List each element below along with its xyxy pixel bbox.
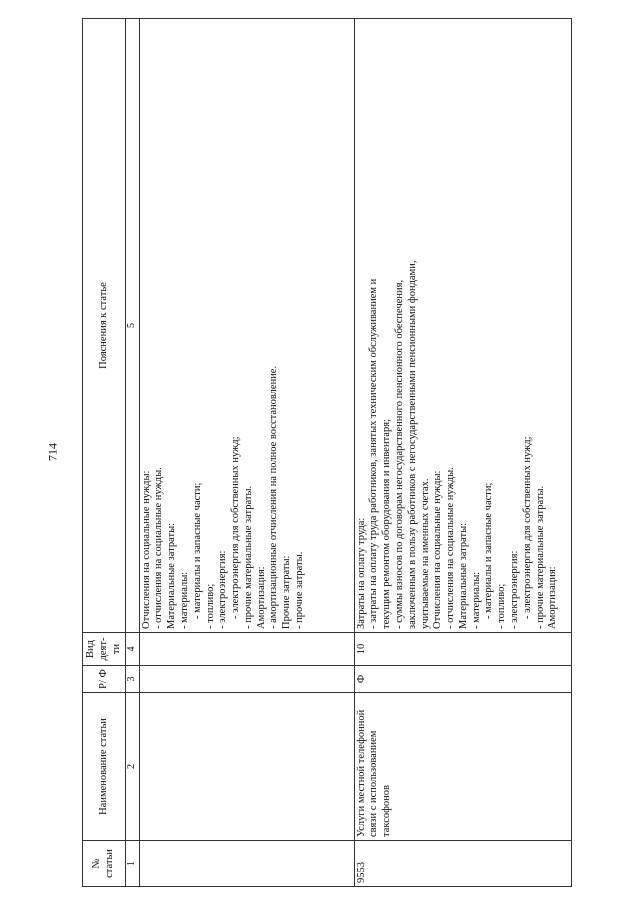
explanation-line: Амортизация:	[255, 566, 267, 629]
table-wrapper	[82, 19, 572, 887]
explanation-line: - топливо;	[496, 583, 508, 629]
header-item-name: Наименование статьи	[83, 693, 126, 841]
column-number: 1	[126, 841, 139, 887]
explanation-line: - топливо;	[204, 583, 216, 629]
explanation-line: - электроэнергия для собственных нужд;	[230, 436, 242, 619]
explanation-line: - материалы:	[470, 571, 482, 629]
explanation-line: - материалы:	[178, 571, 190, 629]
explanation-line: Материальные затраты:	[166, 522, 178, 629]
explanation-line: - электроэнергия:	[509, 550, 521, 629]
explanation-line: - прочие материальные затраты.	[242, 485, 254, 629]
item-explanation	[139, 19, 354, 633]
item-activity: 10	[354, 633, 571, 666]
explanation-line: Отчисления на социальные нужды:	[432, 470, 444, 629]
column-number: 3	[126, 666, 139, 693]
explanation-line: - прочие материальные затраты.	[534, 485, 546, 629]
explanation-line: Затраты на оплату труда:	[355, 517, 367, 629]
explanation-line: - амортизационные отчисления на полное восстановление.	[268, 365, 280, 629]
page-number: 714	[45, 443, 60, 461]
item-rf	[139, 666, 354, 693]
column-number: 5	[126, 19, 139, 633]
header-item-number: № статьи	[83, 841, 126, 887]
explanation-line: текущим ремонтом оборудования и инвентаря;	[381, 419, 393, 629]
explanation-line: - материалы и запасные части;	[191, 482, 203, 619]
explanation-line: Амортизация:	[547, 566, 559, 629]
item-explanation	[354, 19, 571, 633]
explanation-line: - суммы взносов по договорам негосударственного пенсионного обеспечения,	[393, 279, 405, 629]
explanation-line: - электроэнергия для собственных нужд;	[521, 436, 533, 619]
item-name: Услуги местной телефонной связи с использованием таксофонов	[354, 693, 571, 841]
rotated-page-content	[82, 19, 572, 887]
column-number: 4	[126, 633, 139, 666]
explanation-line: - отчисления на социальные нужды.	[153, 467, 165, 629]
explanation-line: - отчисления на социальные нужды.	[445, 467, 457, 629]
explanation-line: - материалы и запасные части;	[483, 482, 495, 619]
explanation-line: - электроэнергия:	[217, 550, 229, 629]
item-code	[139, 841, 354, 887]
column-number: 2	[126, 693, 139, 841]
item-rf: Ф	[354, 666, 571, 693]
cost-items-table	[82, 18, 572, 887]
header-explanation: Пояснения к статье	[83, 19, 126, 633]
item-activity	[139, 633, 354, 666]
header-row	[83, 19, 126, 887]
item-name	[139, 693, 354, 841]
header-activity-type: Вид деят-ти	[83, 633, 126, 666]
explanation-line: Материальные затраты:	[457, 522, 469, 629]
table-row	[354, 19, 571, 887]
explanation-line: - затраты на оплату труда работников, занятых техническим обслуживанием и	[368, 278, 380, 629]
column-number-row	[126, 19, 139, 887]
explanation-line: заключенным в пользу работников с негосударственными пенсионными фондами,	[406, 260, 418, 629]
header-rf: Р/ Ф	[83, 666, 126, 693]
explanation-line: - прочие затраты.	[294, 551, 306, 629]
explanation-line: Отчисления на социальные нужды:	[140, 470, 152, 629]
explanation-line: Прочие затраты:	[281, 555, 293, 629]
item-code: 9553	[354, 841, 571, 887]
table-row	[139, 19, 354, 887]
explanation-line: учитываемые на именных счетах.	[419, 478, 431, 629]
